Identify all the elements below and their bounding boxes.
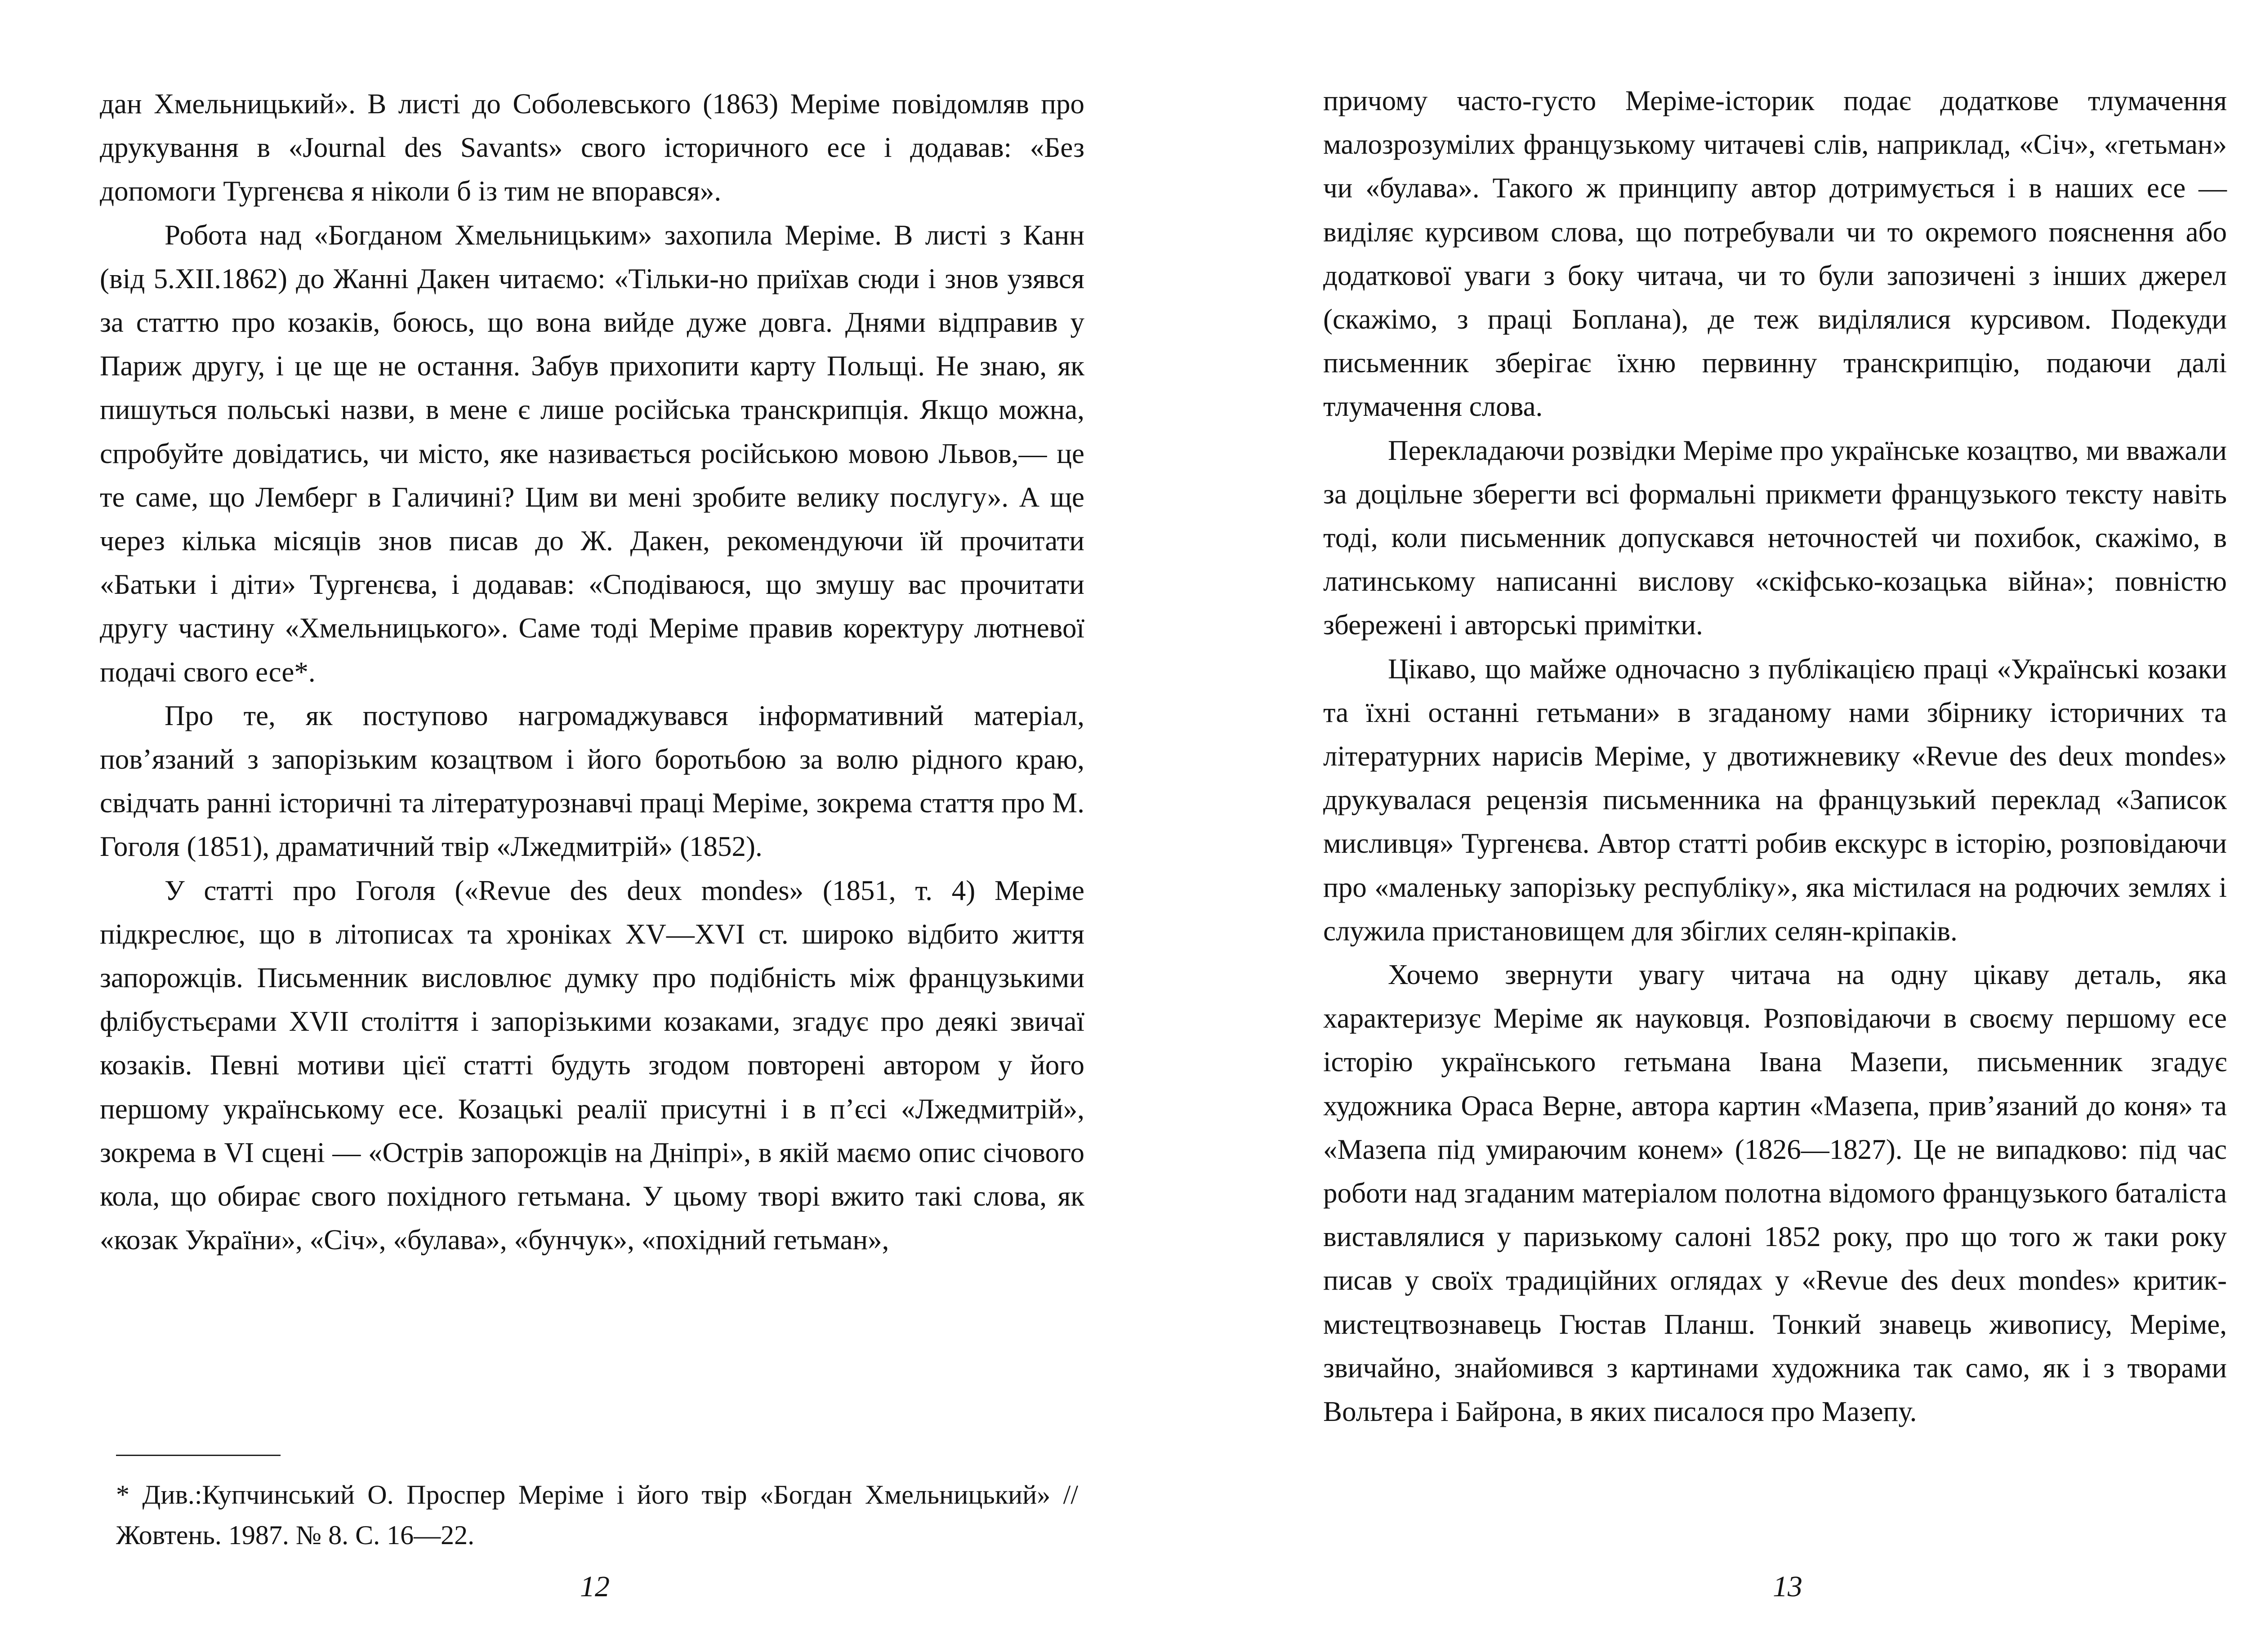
paragraph: Перекладаючи розвідки Меріме про українське козацтво, ми вважали за доцільне зберегти всі формальні прикмети французького тексту навіть тоді, коли письменник допускався неточностей чи похибок, скажімо, в латинському написанні вислову «скіфсько-козацька війна»; повністю збережені і авторські примітки. <box>1323 434 2227 641</box>
paragraph: Цікаво, що майже одночасно з публікацією праці «Українські козаки та їхні останні гетьмани» в згаданому нами збірнику історичних та літературних нарисів Меріме, у двотижневику «Revue des deux mondes» друкувалася рецензія письменника на французький переклад «Записок мисливця» Тургенєва. Автор статті робив екскурс в історію, розповідаючи про «маленьку запорізьку республіку», яка містилася на родючих землях і служила пристановищем для збіглих селян-кріпаків. <box>1323 653 2227 947</box>
left-page-body <box>100 82 1084 1262</box>
paragraph: У статті про Гоголя («Revue des deux mondes» (1851, т. 4) Меріме підкреслює, що в літописах та хроніках XV—XVI ст. широко відбито життя запорожців. Письменник висловлює думку про подібність між французькими флібустьєрами XVII століття і запорізькими козаками, згадує про деякі звичаї козаків. Певні мотиви цієї статті будуть згодом повторені автором у його першому українському есе. Козацькі реалії присутні і в п’єсі «Лжедмитрій», зокрема в VI сцені — «Острів запорожців на Дніпрі», в якій маємо опис січового кола, що обирає свого похідного гетьмана. У цьому творі вжито такі слова, як «козак України», «Січ», «булава», «бунчук», «похідний гетьман», <box>100 874 1084 1256</box>
paragraph: дан Хмельницький». В листі до Соболевського (1863) Меріме повідомляв про друкування в «Journal des Savants» свого історичного есе і додавав: «Без допомоги Тургенєва я ніколи б із тим не впорався». <box>100 88 1084 207</box>
footnote: * Див.:Купчинський О. Проспер Меріме і його твір «Богдан Хмельницький» // Жовтень. 1987. № 8. С. 16—22. <box>116 1480 1078 1550</box>
paragraph: Хочемо звернути увагу читача на одну цікаву деталь, яка характеризує Меріме як науковця. Розповідаючи в своєму першому есе історію українського гетьмана Івана Мазепи, письменник згадує художника Ораса Верне, автора картин «Мазепа, прив’язаний до коня» та «Мазепа під умираючим конем» (1826—1827). Це не випадково: під час роботи над згаданим матеріалом полотна відомого французького баталіста виставлялися у паризькому салоні 1852 року, про що того ж таки року писав у своїх традиційних оглядах у «Revue des deux mondes» критик-мистецтвознавець Гюстав Планш. Тонкий знавець живопису, Меріме, звичайно, знайомився з картинами художника так само, як і з творами Вольтера і Байрона, в яких писалося про Мазепу. <box>1323 959 2227 1428</box>
footnote-divider <box>116 1455 281 1456</box>
paragraph: Робота над «Богданом Хмельницьким» захопила Меріме. В листі з Канн (від 5.XII.1862) до Жанні Дакен читаємо: «Тільки-но приїхав сюди і знов узявся за статтю про козаків, боюсь, що вона вийде дуже довга. Днями відправив у Париж другу, і це ще не остання. Забув прихопити карту Польщі. Не знаю, як пишуться польські назви, в мене є лише російська транскрипція. Якщо можна, спробуйте довідатись, чи місто, яке називається російською мовою Львов,— це те саме, що Лемберг в Галичині? Цим ви мені зробите велику послугу». А ще через кілька місяців знов писав до Ж. Дакен, рекомендуючи їй прочитати «Батьки і діти» Тургенєва, і додавав: «Сподіваюся, що змушу вас прочитати другу частину «Хмельницького». Саме тоді Меріме правив коректуру лютневої подачі свого есе*. <box>100 219 1084 688</box>
paragraph: Про те, як поступово нагромаджувався інформативний матеріал, пов’язаний з запорізьким козацтвом і його боротьбою за волю рідного краю, свідчать ранні історичні та літературознавчі праці Меріме, зокрема стаття про М. Гоголя (1851), драматичний твір «Лжедмитрій» (1852). <box>100 699 1084 863</box>
paragraph: причому часто-густо Меріме-історик подає додаткове тлумачення малозрозумілих французькому читачеві слів, наприклад, «Січ», «гетьман» чи «булава». Такого ж принципу автор дотримується і в наших есе — виділяє курсивом слова, що потребували чи то окремого пояснення або додаткової уваги з боку читача, чи то були запозичені з інших джерел (скажімо, з праці Боплана), де теж виділялися курсивом. Подекуди письменник зберігає їхню первинну транскрипцію, подаючи далі тлумачення слова. <box>1323 85 2227 423</box>
page-number: 12 <box>580 1570 610 1603</box>
page-number: 13 <box>1773 1570 1802 1603</box>
left-page <box>100 0 1084 1652</box>
right-page-body <box>1323 79 2227 1434</box>
right-page <box>1323 0 2227 1652</box>
